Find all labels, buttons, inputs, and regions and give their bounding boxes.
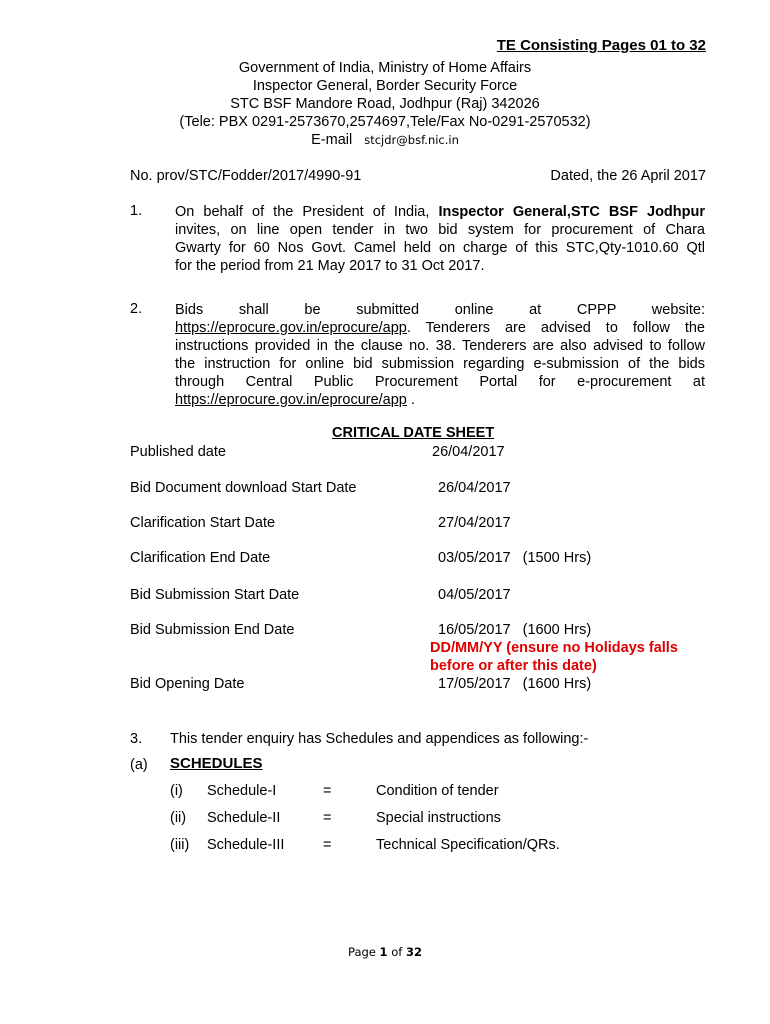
schedule-1-number: (i) xyxy=(170,783,183,799)
schedule-3-number: (iii) xyxy=(170,837,190,853)
para2-line6-rest: . xyxy=(406,392,415,408)
para2-line6 xyxy=(175,392,415,408)
para1-line4: for the period from 21 May 2017 to 31 Oct 2017. xyxy=(175,258,485,274)
para1-lead: On behalf of the President of India, xyxy=(175,204,439,220)
header-line-phone: (Tele: PBX 0291-2573670,2574697,Tele/Fax No-0291-2570532) xyxy=(179,114,591,130)
para2-line2-rest: . Tenderers are advised to follow the xyxy=(406,320,705,336)
schedule-3-desc: Technical Specification/QRs. xyxy=(376,837,560,853)
footer-prefix: Page xyxy=(348,945,380,959)
footer-of: of xyxy=(387,945,406,959)
schedule-1-desc: Condition of tender xyxy=(376,783,499,799)
schedule-2-number: (ii) xyxy=(170,810,187,826)
para2-text xyxy=(175,301,705,409)
para2-line3: instructions provided in the clause no. 38. Tenderers are also advised to follow xyxy=(175,338,705,354)
para1-number: 1. xyxy=(130,203,143,219)
row-clarification-start-label: Clarification Start Date xyxy=(130,515,276,531)
schedule-2-name: Schedule-II xyxy=(207,810,281,826)
header-email xyxy=(0,132,770,148)
schedule-1-name: Schedule-I xyxy=(207,783,277,799)
page-footer xyxy=(0,945,770,959)
schedule-3-name: Schedule-III xyxy=(207,837,285,853)
row-download-start-label: Bid Document download Start Date xyxy=(130,480,357,496)
row-bid-opening-value: 17/05/2017 (1600 Hrs) xyxy=(438,676,592,692)
header-line-inspector: Inspector General, Border Security Force xyxy=(252,78,518,94)
row-bid-submission-end-label: Bid Submission End Date xyxy=(130,622,295,638)
row-bid-submission-start-value: 04/05/2017 xyxy=(438,587,511,603)
schedules-heading: SCHEDULES xyxy=(170,755,263,772)
reference-number: No. prov/STC/Fodder/2017/4990-91 xyxy=(130,168,362,184)
para3-text: This tender enquiry has Schedules and appendices as following:- xyxy=(170,731,589,747)
row-bid-opening-label: Bid Opening Date xyxy=(130,676,245,692)
schedule-3-equals: = xyxy=(323,837,332,853)
para1-line1 xyxy=(175,203,705,221)
para1-line3: Gwarty for 60 Nos Govt. Camel held on charge of this STC,Qty-1010.60 Qtl xyxy=(175,240,705,256)
para2-line2 xyxy=(175,319,705,337)
header-line-address: STC BSF Mandore Road, Jodhpur (Raj) 342026 xyxy=(230,96,540,112)
row-download-start-value: 26/04/2017 xyxy=(438,480,511,496)
row-clarification-start-value: 27/04/2017 xyxy=(438,515,511,531)
row-bid-submission-end-value: 16/05/2017 (1600 Hrs) xyxy=(438,622,592,638)
te-pages-note: TE Consisting Pages 01 to 32 xyxy=(496,37,706,54)
holiday-note-line2: before or after this date) xyxy=(430,658,597,674)
row-published-label: Published date xyxy=(130,444,226,460)
eprocure-link-2[interactable]: https://eprocure.gov.in/eprocure/app xyxy=(175,392,407,408)
critical-date-title: CRITICAL DATE SHEET xyxy=(332,425,495,441)
reference-date: Dated, the 26 April 2017 xyxy=(550,168,706,184)
header-line-ministry: Government of India, Ministry of Home Affairs xyxy=(238,60,532,76)
para1-bold: Inspector General,STC BSF Jodhpur xyxy=(438,204,706,220)
schedule-1-equals: = xyxy=(323,783,332,799)
row-published-value: 26/04/2017 xyxy=(432,444,505,460)
row-clarification-end-value: 03/05/2017 (1500 Hrs) xyxy=(438,550,592,566)
para1-text xyxy=(175,203,705,275)
holiday-note-line1: DD/MM/YY (ensure no Holidays falls xyxy=(430,640,678,656)
para1-line2: invites, on line open tender in two bid system for procurement of Chara xyxy=(175,222,705,238)
email-value: stcjdr@bsf.nic.in xyxy=(364,133,459,147)
footer-current-page: 1 xyxy=(379,945,388,959)
row-clarification-end-label: Clarification End Date xyxy=(130,550,271,566)
email-label: E-mail xyxy=(311,132,353,148)
schedule-2-equals: = xyxy=(323,810,332,826)
para3-number: 3. xyxy=(130,731,143,747)
para2-line5: through Central Public Procurement Portal for e-procurement at xyxy=(175,374,705,390)
para2-line4: the instruction for online bid submission regarding e-submission of the bids xyxy=(175,356,705,372)
footer-total-pages: 32 xyxy=(405,945,422,959)
eprocure-link-1[interactable]: https://eprocure.gov.in/eprocure/app xyxy=(175,320,407,336)
schedules-sub-number: (a) xyxy=(130,757,148,773)
para2-number: 2. xyxy=(130,301,143,317)
para2-line1: Bids shall be submitted online at CPPP website: xyxy=(175,302,705,318)
schedule-2-desc: Special instructions xyxy=(376,810,501,826)
row-bid-submission-start-label: Bid Submission Start Date xyxy=(130,587,300,603)
